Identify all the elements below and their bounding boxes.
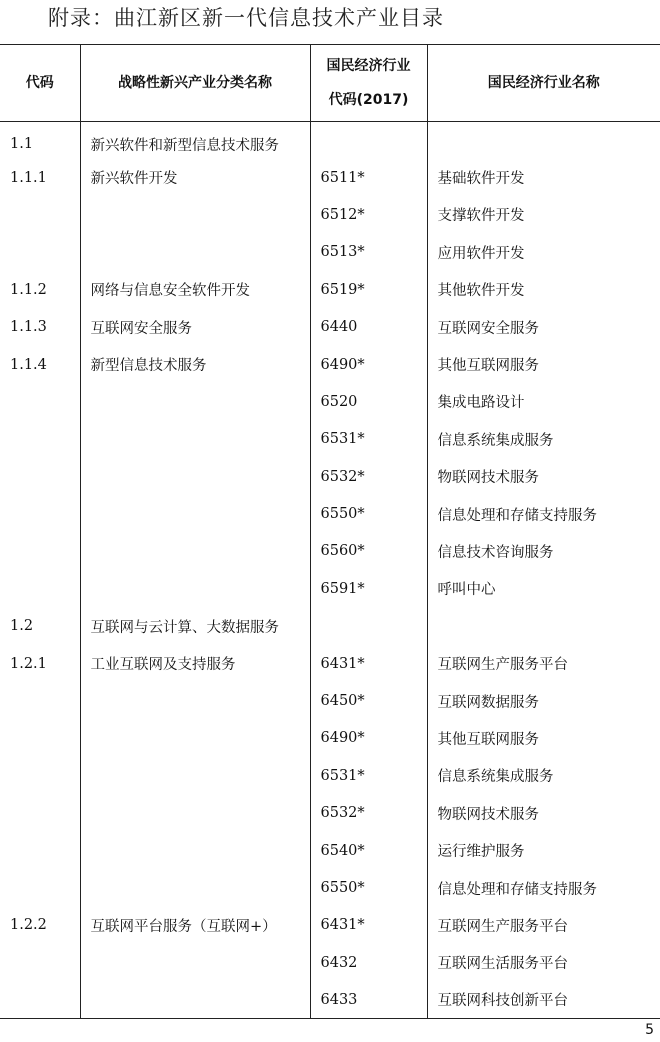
- cell-code: [0, 421, 80, 458]
- cell-category: 互联网安全服务: [80, 308, 310, 345]
- cell-category: [80, 495, 310, 532]
- header-industry-code-line2: 代码(2017): [328, 92, 409, 108]
- cell-code: [0, 495, 80, 532]
- cell-category: [80, 196, 310, 233]
- table-row: [0, 308, 660, 345]
- cell-category: [80, 383, 310, 420]
- table-row: [0, 682, 660, 719]
- cell-code: [0, 757, 80, 794]
- cell-industry-name: 基础软件开发: [427, 159, 660, 196]
- table-row: [0, 122, 660, 159]
- cell-code: 1.1: [0, 122, 80, 159]
- cell-category: [80, 832, 310, 869]
- cell-industry-code: [310, 122, 427, 159]
- cell-category: 工业互联网及支持服务: [80, 645, 310, 682]
- table-header-row: [0, 45, 660, 122]
- cell-industry-code: 6531*: [310, 757, 427, 794]
- cell-industry-name: 互联网生产服务平台: [427, 907, 660, 944]
- cell-industry-code: 6513*: [310, 234, 427, 271]
- table-row: [0, 907, 660, 944]
- cell-industry-code: 6432: [310, 944, 427, 981]
- cell-industry-name: 互联网生活服务平台: [427, 944, 660, 981]
- table-row: [0, 159, 660, 196]
- cell-industry-code: 6532*: [310, 458, 427, 495]
- cell-code: [0, 795, 80, 832]
- table-row: [0, 234, 660, 271]
- cell-industry-name: 信息处理和存储支持服务: [427, 495, 660, 532]
- cell-industry-code: 6450*: [310, 682, 427, 719]
- cell-category: [80, 234, 310, 271]
- cell-category: [80, 458, 310, 495]
- table-row: [0, 421, 660, 458]
- cell-category: [80, 570, 310, 607]
- table-row: [0, 944, 660, 981]
- cell-industry-code: 6531*: [310, 421, 427, 458]
- cell-industry-name: 互联网科技创新平台: [427, 981, 660, 1018]
- cell-industry-name: 其他互联网服务: [427, 720, 660, 757]
- cell-code: 1.2.1: [0, 645, 80, 682]
- header-category: 战略性新兴产业分类名称: [80, 45, 310, 122]
- page-number: 5: [645, 1022, 654, 1038]
- cell-category: [80, 757, 310, 794]
- cell-industry-code: 6560*: [310, 533, 427, 570]
- cell-industry-code: 6550*: [310, 495, 427, 532]
- cell-industry-code: 6431*: [310, 907, 427, 944]
- cell-industry-code: 6532*: [310, 795, 427, 832]
- cell-industry-name: 信息系统集成服务: [427, 757, 660, 794]
- table-row: [0, 720, 660, 757]
- header-industry-code-line1: 国民经济行业: [326, 58, 411, 74]
- cell-category: 新兴软件和新型信息技术服务: [80, 122, 310, 159]
- cell-industry-name: 互联网生产服务平台: [427, 645, 660, 682]
- cell-industry-name: 互联网数据服务: [427, 682, 660, 719]
- table-row: [0, 981, 660, 1018]
- cell-code: [0, 533, 80, 570]
- cell-industry-code: 6431*: [310, 645, 427, 682]
- cell-category: 新兴软件开发: [80, 159, 310, 196]
- cell-category: [80, 981, 310, 1018]
- cell-category: [80, 795, 310, 832]
- cell-industry-name: [427, 608, 660, 645]
- cell-industry-code: 6550*: [310, 869, 427, 906]
- cell-industry-code: [310, 608, 427, 645]
- cell-industry-name: 信息技术咨询服务: [427, 533, 660, 570]
- cell-code: [0, 944, 80, 981]
- cell-code: [0, 720, 80, 757]
- cell-industry-code: 6511*: [310, 159, 427, 196]
- table-row: [0, 645, 660, 682]
- cell-code: [0, 383, 80, 420]
- cell-code: 1.1.4: [0, 346, 80, 383]
- cell-industry-code: 6540*: [310, 832, 427, 869]
- table-body: [0, 122, 660, 1019]
- cell-industry-name: 运行维护服务: [427, 832, 660, 869]
- cell-industry-code: 6490*: [310, 720, 427, 757]
- table-row: [0, 271, 660, 308]
- header-industry-name: 国民经济行业名称: [427, 45, 660, 122]
- cell-industry-name: 互联网安全服务: [427, 308, 660, 345]
- cell-category: 互联网平台服务（互联网+）: [80, 907, 310, 944]
- table-row: [0, 533, 660, 570]
- cell-code: [0, 458, 80, 495]
- table-row: [0, 608, 660, 645]
- table-row: [0, 346, 660, 383]
- cell-code: [0, 234, 80, 271]
- table-row: [0, 495, 660, 532]
- table-row: [0, 795, 660, 832]
- cell-industry-code: 6519*: [310, 271, 427, 308]
- cell-industry-name: 信息系统集成服务: [427, 421, 660, 458]
- cell-industry-name: [427, 122, 660, 159]
- cell-industry-name: 应用软件开发: [427, 234, 660, 271]
- cell-code: 1.1.1: [0, 159, 80, 196]
- cell-industry-name: 其他互联网服务: [427, 346, 660, 383]
- cell-industry-code: 6512*: [310, 196, 427, 233]
- cell-industry-name: 信息处理和存储支持服务: [427, 869, 660, 906]
- cell-industry-name: 物联网技术服务: [427, 458, 660, 495]
- header-industry-code: [310, 45, 427, 122]
- cell-industry-name: 其他软件开发: [427, 271, 660, 308]
- cell-industry-name: 支撑软件开发: [427, 196, 660, 233]
- cell-code: [0, 196, 80, 233]
- table-row: [0, 458, 660, 495]
- cell-code: 1.2: [0, 608, 80, 645]
- cell-category: 网络与信息安全软件开发: [80, 271, 310, 308]
- cell-industry-name: 物联网技术服务: [427, 795, 660, 832]
- cell-code: [0, 869, 80, 906]
- cell-industry-code: 6490*: [310, 346, 427, 383]
- table-row: [0, 832, 660, 869]
- cell-category: [80, 533, 310, 570]
- cell-code: [0, 832, 80, 869]
- cell-category: 互联网与云计算、大数据服务: [80, 608, 310, 645]
- cell-industry-code: 6440: [310, 308, 427, 345]
- cell-category: [80, 421, 310, 458]
- cell-industry-name: 集成电路设计: [427, 383, 660, 420]
- table-row: [0, 383, 660, 420]
- table-row: [0, 757, 660, 794]
- industry-catalog-table: [0, 44, 660, 1019]
- cell-category: [80, 682, 310, 719]
- cell-code: 1.1.3: [0, 308, 80, 345]
- table-row: [0, 196, 660, 233]
- cell-code: [0, 570, 80, 607]
- cell-category: 新型信息技术服务: [80, 346, 310, 383]
- cell-industry-code: 6591*: [310, 570, 427, 607]
- header-code: 代码: [0, 45, 80, 122]
- cell-industry-name: 呼叫中心: [427, 570, 660, 607]
- cell-industry-code: 6520: [310, 383, 427, 420]
- cell-code: 1.2.2: [0, 907, 80, 944]
- document-title: 附录：曲江新区新一代信息技术产业目录: [48, 6, 444, 30]
- cell-category: [80, 944, 310, 981]
- table-row: [0, 570, 660, 607]
- cell-code: [0, 981, 80, 1018]
- cell-category: [80, 720, 310, 757]
- cell-industry-code: 6433: [310, 981, 427, 1018]
- cell-code: [0, 682, 80, 719]
- cell-code: 1.1.2: [0, 271, 80, 308]
- cell-category: [80, 869, 310, 906]
- table-row: [0, 869, 660, 906]
